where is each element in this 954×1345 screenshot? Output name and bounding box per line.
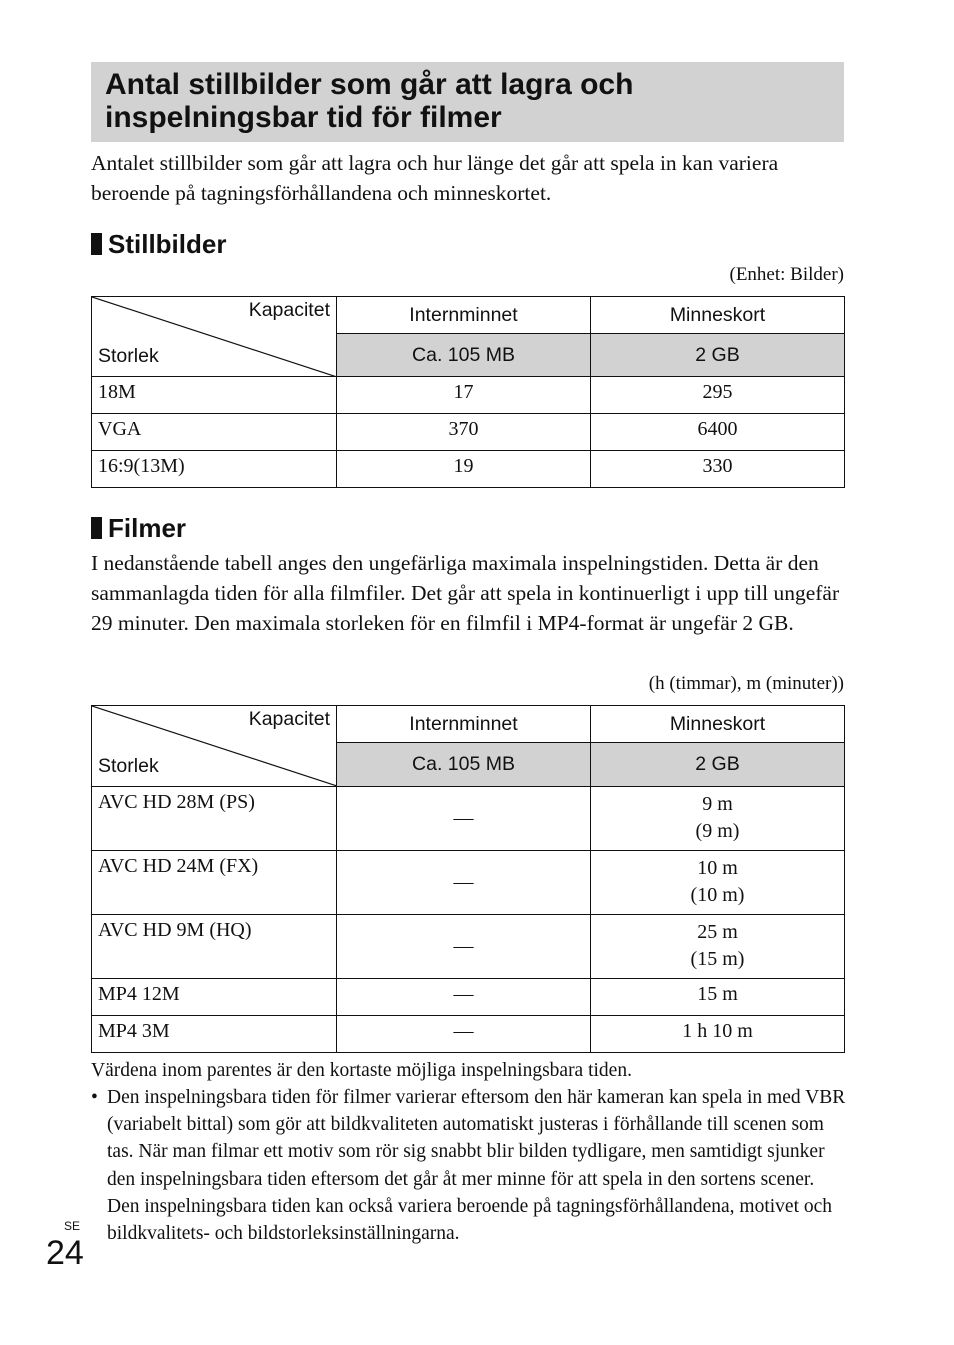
section-title-box [91,62,844,142]
table-row [92,915,845,979]
card-cell: 295 [591,377,845,414]
bullet-item [91,1084,851,1247]
size-label: Storlek [98,345,159,367]
diagonal-header-cell [92,706,337,787]
internal-cell: — [337,979,591,1016]
stills-unit: (Enhet: Bilder) [729,264,844,285]
movies-description: I nedanstående tabell anges den ungefärliga maximala inspelningstiden. Detta är den sammanlagda tiden för alla filmfiler. Det går att spela in kontinuerligt i upp till ungefär 29 minuter. Den maximala storleken för en filmfil i MP4-format är ungefär 2 GB. [91,551,840,635]
size-cell: AVC HD 28M (PS) [92,787,337,851]
col-internal-header: Internminnet [337,706,591,743]
movies-table [91,705,845,1053]
page-language: SE [64,1219,81,1233]
card-cell [591,915,845,979]
card-time: 25 m [697,921,738,943]
paren-note: Värdena inom parentes är den kortaste möjliga inspelningsbara tiden. [91,1060,632,1081]
card-min-time: (10 m) [690,884,745,906]
size-cell: AVC HD 24M (FX) [92,851,337,915]
card-cell: 1 h 10 m [591,1016,845,1053]
size-cell: 16:9(13M) [92,451,337,488]
col-card-header: Minneskort [591,706,845,743]
section-title-line1: Antal stillbilder som går att lagra och [105,68,634,101]
internal-cell: 370 [337,414,591,451]
capacity-label: Kapacitet [248,299,330,321]
table-row [92,451,845,488]
movies-heading-text: Filmer [108,513,187,543]
col-card-capacity: 2 GB [591,334,845,377]
internal-cell: — [337,915,591,979]
card-time: 9 m [702,793,733,815]
internal-cell: 19 [337,451,591,488]
table-row [92,787,845,851]
col-card-capacity: 2 GB [591,743,845,787]
card-min-time: (9 m) [695,820,740,842]
section-marker-icon [91,517,102,539]
card-cell: 6400 [591,414,845,451]
bullet-icon: • [91,1087,98,1108]
size-cell: AVC HD 9M (HQ) [92,915,337,979]
bullet-text: Den inspelningsbara tiden för filmer varierar eftersom den här kameran kan spela in med VBR (variabelt bittal) som gör att bildkvaliteten automatiskt justeras i förhållande till scenen som tas. När man filmar ett motiv som rör sig snabbt blir bilden tydligare, men samtidigt sjunker den inspelningsbara tiden eftersom det går åt mer minne för att spela in den sortens scener. [107,1087,846,1190]
capacity-label: Kapacitet [248,708,330,730]
table-row [92,851,845,915]
intro-paragraph: Antalet stillbilder som går att lagra och hur länge det går att spela in kan variera beroende på tagningsförhållandena och minneskortet. [91,151,779,205]
col-internal-capacity: Ca. 105 MB [337,334,591,377]
internal-cell: — [337,787,591,851]
card-cell [591,851,845,915]
table-row [92,979,845,1016]
stills-heading-text: Stillbilder [108,229,227,259]
size-cell: MP4 12M [92,979,337,1016]
card-cell: 15 m [591,979,845,1016]
section-marker-icon [91,233,102,255]
size-cell: VGA [92,414,337,451]
movies-heading [91,513,186,543]
card-min-time: (15 m) [690,948,745,970]
section-title-line2: inspelningsbar tid för filmer [105,101,502,134]
movies-unit: (h (timmar), m (minuter)) [648,673,844,694]
card-time: 10 m [697,857,738,879]
table-row [92,1016,845,1053]
stills-table [91,296,845,488]
page-number: 24 [46,1234,84,1272]
col-card-header: Minneskort [591,297,845,334]
internal-cell: — [337,851,591,915]
col-internal-capacity: Ca. 105 MB [337,743,591,787]
size-cell: MP4 3M [92,1016,337,1053]
diagonal-header-cell [92,297,337,377]
col-internal-header: Internminnet [337,297,591,334]
table-row [92,377,845,414]
internal-cell: — [337,1016,591,1053]
card-cell [591,787,845,851]
size-cell: 18M [92,377,337,414]
bullet-continuation: Den inspelningsbara tiden kan också variera beroende på tagningsförhållandena, motivet och bildkvalitets- och bildstorleksinställningarna. [107,1195,833,1245]
internal-cell: 17 [337,377,591,414]
card-cell: 330 [591,451,845,488]
stills-heading [91,229,226,259]
size-label: Storlek [98,755,159,777]
table-row [92,414,845,451]
